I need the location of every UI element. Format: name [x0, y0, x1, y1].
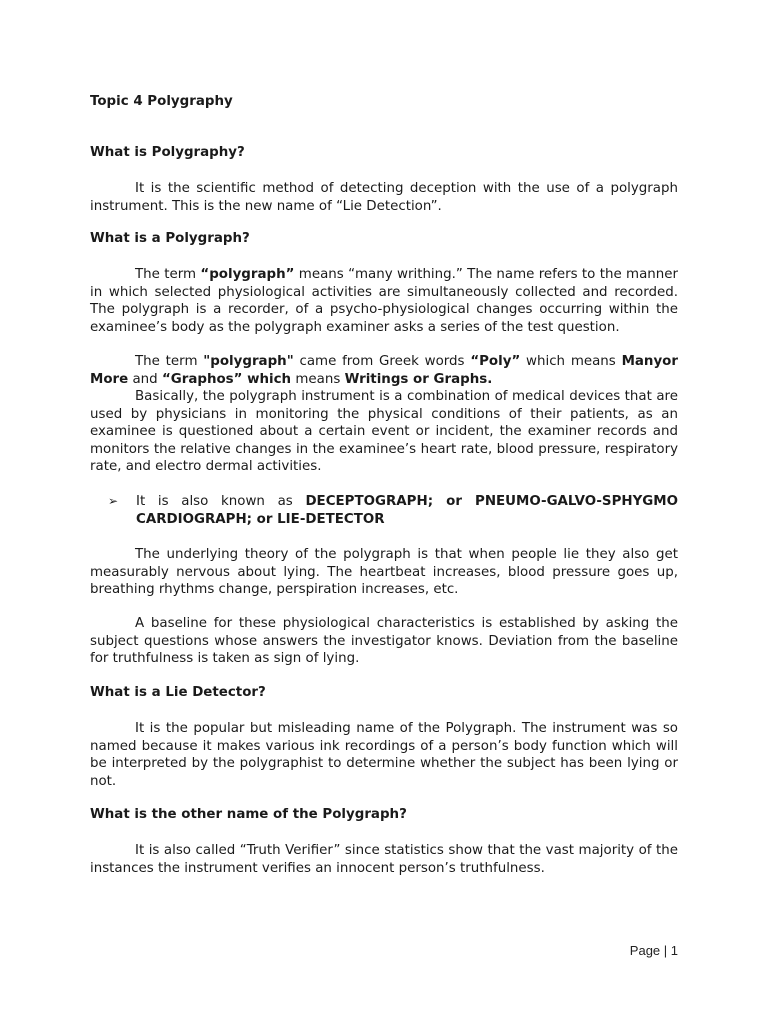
bullet-also-known-as: [108, 493, 678, 528]
bullet-text: [136, 493, 678, 528]
text-run: means “many writhing.” The name refers to the manner in which selected physiological activities are simultaneously collected and recorded. The polygraph is a recorder, of a psycho-physiological changes occurring within the examinee’s body as the polygraph examiner asks a series of the test question.: [90, 267, 678, 335]
text-run: The term: [135, 354, 204, 369]
arrowhead-bullet-icon: ➢: [108, 494, 119, 508]
bold-term-graphos: “Graphos” which: [161, 371, 292, 387]
page-number: Page | 1: [629, 943, 678, 958]
paragraph-underlying-theory: The underlying theory of the polygraph is that when people lie they also get measurably nervous about lying. The heartbeat increases, blood pressure goes up, breathing rhythms change, perspiration increases, etc.: [90, 547, 678, 598]
doc-title: Topic 4 Polygraphy: [90, 94, 233, 109]
paragraph-baseline: A baseline for these physiological characteristics is established by asking the subject questions whose answers the investigator knows. Deviation from the baseline for truthfulness is taken as sign of lying.: [90, 616, 678, 667]
paragraph-greek-origin: [90, 353, 678, 388]
bold-term-many: Manyor More: [90, 354, 678, 387]
text-run: means: [291, 371, 345, 387]
text-run: which means: [520, 354, 622, 369]
paragraph-polygraphy-definition: It is the scientific method of detecting deception with the use of a polygraph instrument. This is the new name of “Lie Detection”.: [90, 181, 678, 214]
paragraph-lie-detector: It is the popular but misleading name of the Polygraph. The instrument was so named because it makes various ink recordings of a person’s body function which will be interpreted by the polygraphist to determine whether the subject has been lying or not.: [90, 721, 678, 789]
bold-term-writings: Writings or Graphs.: [344, 371, 493, 387]
text-run: came from Greek words: [293, 354, 471, 369]
heading-what-is-a-polygraph: What is a Polygraph?: [90, 231, 250, 246]
heading-what-is-polygraphy: What is Polygraphy?: [90, 145, 245, 160]
paragraph-instrument-basics: Basically, the polygraph instrument is a combination of medical devices that are used by physicians in monitoring the physical conditions of their patients, as an examinee is questioned about a certain event or incident, the examiner records and monitors the relative changes in the examinee’s heart rate, blood pressure, respiratory rate, and electro dermal activities.: [90, 389, 678, 475]
heading-other-name: What is the other name of the Polygraph?: [90, 807, 407, 822]
paragraph-polygraph-term: [90, 266, 678, 336]
bold-term-polygraph: "polygraph": [203, 354, 294, 369]
paragraph-truth-verifier: It is also called “Truth Verifier” since statistics show that the vast majority of the instances the instrument verifies an innocent person’s truthfulness.: [90, 843, 678, 876]
bold-term-polygraph: “polygraph”: [200, 267, 295, 282]
text-run: and: [128, 371, 162, 387]
bold-alternate-names: DECEPTOGRAPH; or PNEUMO-GALVO-SPHYGMO CARDIOGRAPH; or LIE-DETECTOR: [136, 494, 678, 527]
text-run: The term: [135, 267, 201, 282]
bold-term-poly: “Poly”: [470, 354, 521, 369]
heading-what-is-a-lie-detector: What is a Lie Detector?: [90, 685, 266, 700]
text-run: It is also known as: [136, 494, 306, 509]
